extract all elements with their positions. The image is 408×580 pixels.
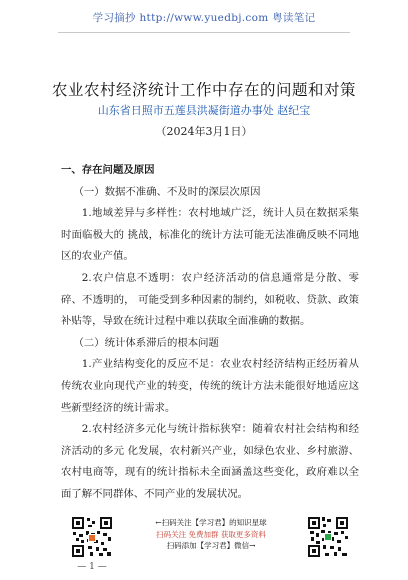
document-author: 山东省日照市五莲县洪凝街道办事处 赵纪宝 [97,104,311,117]
header-divider [58,32,350,33]
page-number: — 1 — [77,562,107,572]
sub-heading: （一）数据不准确、不及时的深层次原因 [73,185,261,198]
footer-line-1[interactable]: ←扫码关注【学习君】的知识星球 [155,518,267,527]
document-title: 农业农村经济统计工作中存在的问题和对策 [51,81,356,99]
site-header: 学习摘抄 http://www.yuedbj.com 粤读笔记 [92,12,316,24]
section-heading: 一、存在问题及原因 [61,164,155,176]
sub-heading: （二）统计体系滞后的根本问题 [73,336,219,349]
footer-promo-text [124,517,298,552]
paragraph: 1.产业结构变化的反应不足：农业农村经济结构正经历着从传统农业向现代产业的转变，传统的统计方法未能很好地适应这些新型经济的统计需求。 [61,358,359,414]
paragraph: 2.农户信息不透明：农户经济活动的信息通常是分散、零碎、不透明的， 可能受到多种因素的制约，如税收、贷款、政策补贴等，导致在统计过程中难以获取全面准确的数据。 [61,271,359,328]
qr-code-icon[interactable] [306,515,350,559]
document-body [61,160,359,506]
page-footer [0,515,408,580]
footer-line-2[interactable]: 扫码关注 免费加群 获取更多资料 [156,529,266,539]
qr-code-icon[interactable] [70,515,114,559]
paragraph: 2.农村经济多元化与统计指标狭窄：随着农村社会结构和经济活动的多元 化发展，农村新兴产业，如绿色农业、乡村旅游、农村电商等，现有的统计指标未全面涵盖这些变化，政府难以全面了解不同群体、不同产业的发展状况。 [61,423,359,500]
footer-line-3[interactable]: 扫码添加【学习君】微信→ [166,541,256,550]
document-date: （2024年3月1日） [155,125,253,138]
paragraph: 1.地域差异与多样性：农村地域广泛，统计人员在数据采集时面临极大的 挑战，标准化的统计方法可能无法准确反映不同地区的农业产值。 [61,207,359,263]
